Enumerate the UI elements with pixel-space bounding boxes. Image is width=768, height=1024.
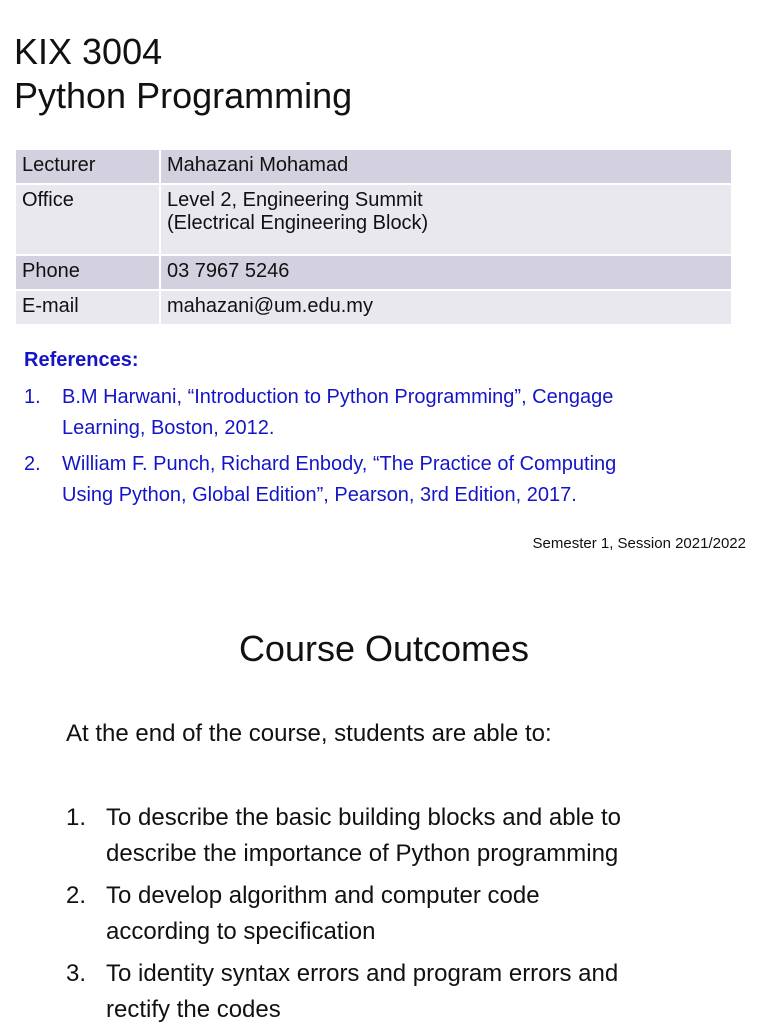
table-row <box>16 150 731 184</box>
email-address: mahazani@um.edu.my <box>167 295 373 317</box>
references-section <box>24 349 744 516</box>
course-title <box>14 30 352 118</box>
semester-label: Semester 1, Session 2021/2022 <box>532 535 746 552</box>
phone-number: 03 7967 5246 <box>167 260 290 282</box>
outcome-number: 1. <box>66 804 87 831</box>
references-heading: References: <box>24 349 139 371</box>
table-row <box>16 184 731 255</box>
outcome-line: To develop algorithm and computer code <box>106 882 540 909</box>
outcome-item <box>66 956 736 1024</box>
table-value-cell <box>160 184 731 255</box>
table-label-cell: E-mail <box>16 290 160 325</box>
office-line-1: Level 2, Engineering Summit <box>167 189 423 211</box>
outcome-line: To identity syntax errors and program errors and <box>106 960 619 987</box>
table-value-cell <box>160 150 731 184</box>
outcome-line: according to specification <box>106 918 376 945</box>
table-value-cell <box>160 290 731 325</box>
table-label-cell: Office <box>16 184 160 255</box>
office-line-2: (Electrical Engineering Block) <box>167 212 429 234</box>
outcome-number: 3. <box>66 960 87 987</box>
table-value-cell <box>160 255 731 290</box>
course-outcomes-list <box>66 800 736 1024</box>
reference-line: B.M Harwani, “Introduction to Python Programming”, Cengage <box>62 386 614 408</box>
course-outcomes-intro: At the end of the course, students are able to: <box>66 720 552 747</box>
reference-line: Learning, Boston, 2012. <box>62 417 275 439</box>
outcome-line: describe the importance of Python programming <box>106 840 619 867</box>
table-label-cell: Lecturer <box>16 150 160 184</box>
course-name: Python Programming <box>14 75 353 116</box>
reference-number: 2. <box>24 453 41 475</box>
reference-item <box>24 449 744 511</box>
outcome-item <box>66 800 736 872</box>
outcome-line: rectify the codes <box>106 996 281 1023</box>
outcome-item <box>66 878 736 950</box>
table-label-cell: Phone <box>16 255 160 290</box>
reference-line: William F. Punch, Richard Enbody, “The Practice of Computing <box>62 453 617 475</box>
table-row <box>16 255 731 290</box>
reference-item <box>24 382 744 444</box>
table-row <box>16 290 731 325</box>
references-list <box>24 382 744 511</box>
reference-number: 1. <box>24 386 41 408</box>
outcome-number: 2. <box>66 882 87 909</box>
lecturer-name: Mahazani Mohamad <box>167 154 349 176</box>
course-outcomes-title: Course Outcomes <box>238 628 530 669</box>
outcome-line: To describe the basic building blocks and able to <box>106 804 621 831</box>
lecturer-info-table <box>16 150 731 326</box>
reference-line: Using Python, Global Edition”, Pearson, 3rd Edition, 2017. <box>62 484 577 506</box>
course-code: KIX 3004 <box>14 31 163 72</box>
